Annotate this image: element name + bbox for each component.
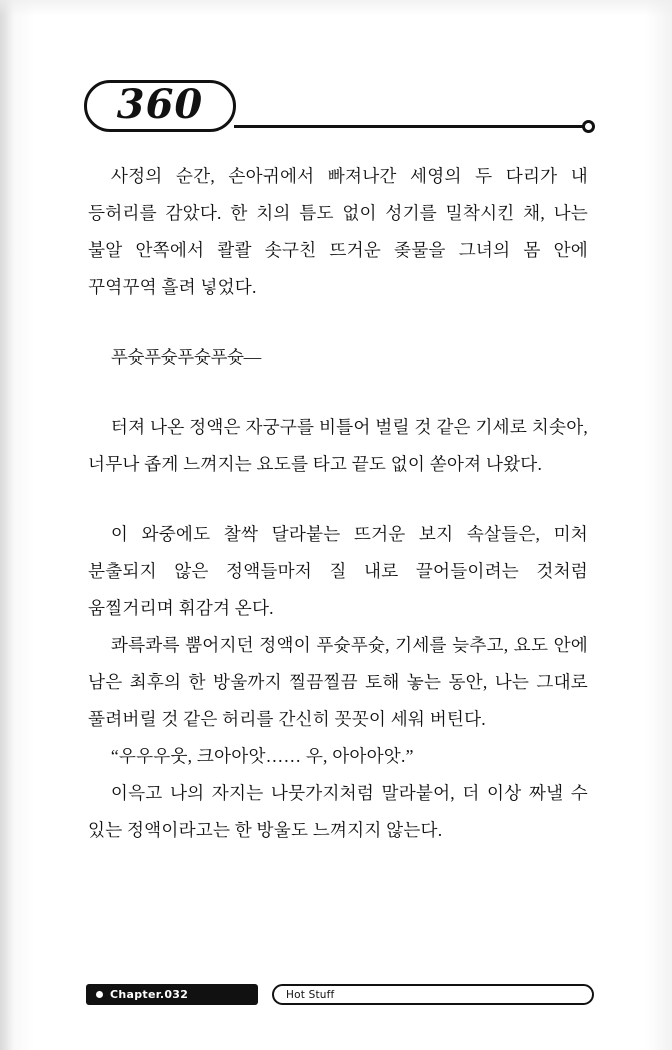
page-footer: [86, 984, 594, 1008]
body-text: [88, 158, 588, 849]
chapter-tag: [86, 984, 258, 1005]
paragraph: 터져 나온 정액은 자궁구를 비틀어 벌릴 것 같은 기세로 치솟아, 너무나 좁게 느껴지는 요도를 타고 끝도 없이 쏟아져 나왔다.: [88, 417, 588, 474]
chapter-label: Chapter.032: [110, 988, 189, 1001]
paragraph: 콰륵콰륵 뿜어지던 정액이 푸슛푸슛, 기세를 늦추고, 요도 안에 남은 최후의 한 방울까지 찔끔찔끔 토해 놓는 동안, 나는 그대로 풀려버릴 것 같은 허리를 간신히 꼿꼿이 세워 버틴다.: [88, 635, 588, 729]
paragraph: 이 와중에도 찰싹 달라붙는 뜨거운 보지 속살들은, 미처 분출되지 않은 정액들마저 질 내로 끌어들이려는 것처럼 움찔거리며 휘감겨 온다.: [88, 524, 588, 618]
page-number: 360: [116, 81, 204, 128]
footer-title-box: [272, 984, 594, 1005]
page-header: [84, 80, 594, 140]
bullet-icon: [96, 991, 103, 998]
paragraph-dialogue: “우우우웃, 크아아앗…… 우, 아아아앗.”: [110, 746, 414, 766]
footer-title-label: Hot Stuff: [286, 988, 335, 1001]
header-rule: [234, 125, 586, 128]
paragraph: 이윽고 나의 자지는 나뭇가지처럼 말라붙어, 더 이상 짜낼 수 있는 정액이라고는 한 방울도 느껴지지 않는다.: [88, 783, 588, 840]
page-number-badge: [84, 80, 236, 132]
paragraph: 사정의 순간, 손아귀에서 빠져나간 세영의 두 다리가 내 등허리를 감았다. 한 치의 틈도 없이 성기를 밀착시킨 채, 나는 불알 안쪽에서 콸콸 솟구친 뜨거운 좆물을 그녀의 몸 안에 꾸역꾸역 흘려 넣었다.: [88, 166, 588, 297]
paragraph-sfx: 푸슛푸슛푸슛푸슛—: [110, 347, 261, 367]
header-dot-icon: [582, 120, 595, 133]
